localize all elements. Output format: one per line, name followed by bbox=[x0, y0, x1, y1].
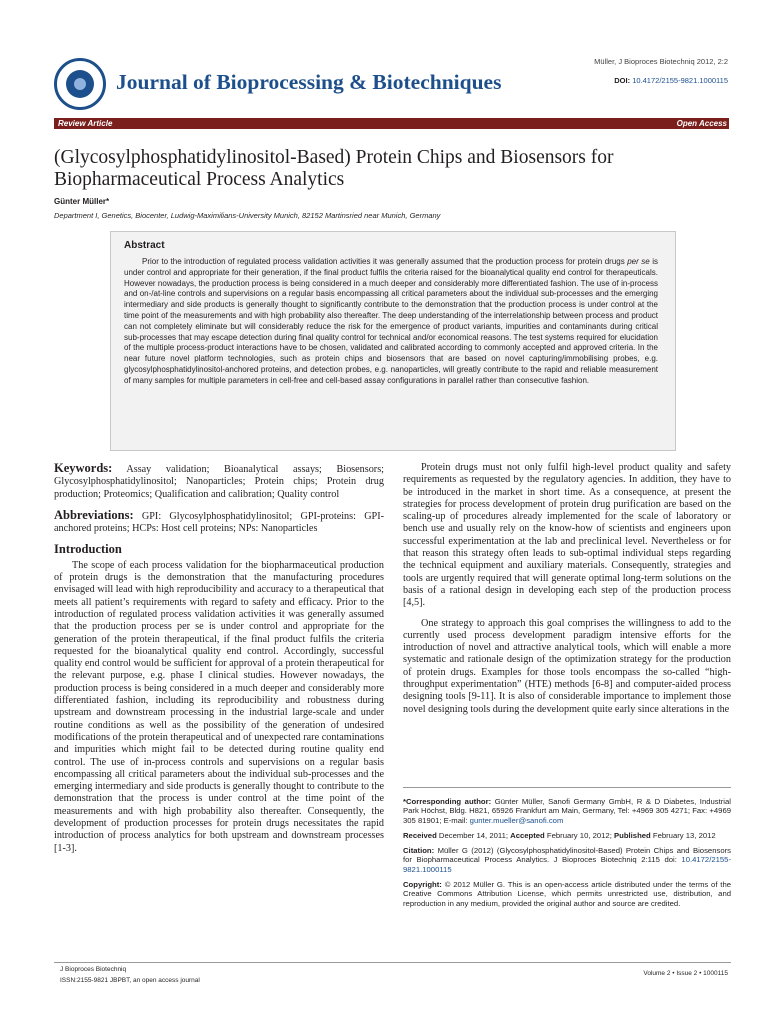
abbreviations-text: GPI: Glycosylphosphatidylinositol; GPI-proteins: GPI-anchored proteins; HCPs: Host cell proteins; NPs: Nanoparticles bbox=[54, 510, 384, 535]
header-doi bbox=[614, 76, 728, 85]
keywords-label: Keywords: bbox=[54, 461, 113, 475]
corresponding-author: *Corresponding author: Günter Müller, Sanofi Germany GmbH, R & D Diabetes, Industrial Park Höchst, Bldg. H821, 65926 Frankfurt am Main, Germany, Tel: +4969 305 4271; Fax: +4969 305 81901; E-mail: gunter.mueller@sanofi.com bbox=[403, 797, 731, 825]
article-type-label: Review Article bbox=[58, 119, 113, 128]
author-name: Günter Müller* bbox=[54, 197, 110, 206]
abstract-text: Prior to the introduction of regulated process validation activities it was generally assumed that the production process for protein drugs per se is under control and appropriate for their generation, if the final product fulfils the criteria raised for the bioanalytical quality end control for therapeuticals. However nowadays, the production process is being considered in a much deeper and considerably more differentiated fashion. The use of in-process and on-/at-line controls and supervisions on a regular basis encompassing all critical parameters about the individual sub-processes and the emerging intermediary and side products is generally thought to significantly contribute to the demonstration that the production process is under control at the time point of the measurements and with high probability also thereafter. The deep understanding of the interrelationship between process and product can not completely eliminate but will considerably reduce the risk for the emergence of product variants, impurities and contaminants during critical sub-processes that may escape detection during final quality control for technical and/or economical reasons. The test systems required for elucidation of the multiple process-product interactions have to be chosen, validated and calibrated according to commonly accepted and approved criteria. In the near future novel platform technologies, such as protein chips and biosensors that are based on novel capturing/immobilising probes, e.g. glycosylphosphatidylinositol-anchored proteins, and detection probes, e.g. nanoparticles, will greatly contribute to the rapid and reliable measurement of many samples for multiple parameters in cell-free and cell-based assay configurations in parallel rather than consecutive fashion. bbox=[124, 257, 659, 385]
doi-link[interactable]: 10.4172/2155-9821.1000115 bbox=[632, 76, 728, 85]
abstract-heading: Abstract bbox=[124, 240, 165, 251]
footer-divider bbox=[54, 962, 731, 963]
introduction-paragraph-1: The scope of each process validation for the biopharmaceutical production of protein drugs is the demonstration that the manufacturing procedures envisaged will lead with high reproducibility and accuracy to a therapeutical that meets all patient’s requirements with regard to safety and efficacy. Prior to the introduction of regulated process validation activities it was generally assumed that the production process per se is under control and appropriate for the generation of the protein therapeutical, if the final product fulfils the criteria requested for the bioanalytical quality end control. Accordingly, successful quality end control would be sufficient for approval of a protein therapeutical for the relevant purpose, e.g. phase I clinical studies. However nowadays, the production process is being considered in a much deeper and considerably more differentiated fashion, including its reproducibility and robustness during upstream and downstream processing in the industrial large-scale and under routine conditions as well as the possibility of the generation of undesired modifications of the protein therapeutical and of unexpected rare contaminations and impurities which might fail to be detected during routine quality end control. The use of in-process controls and supervisions on a regular basis encompassing all critical parameters about the individual sub-processes and the emerging intermediary and side products is generally thought to contribute to the demonstration that the process is under control at the time point of the measurements and with high probability also thereafter. Consequently, the development of production processes for protein drugs necessitates the rapid introduction of process analytics for both upstream and downstream processes [1-3]. bbox=[54, 559, 384, 854]
header-citation: Müller, J Bioproces Biotechniq 2012, 2:2 bbox=[594, 57, 728, 66]
doi-label: DOI: bbox=[614, 76, 631, 85]
abbreviations-label: Abbreviations: bbox=[54, 507, 134, 522]
article-type-banner bbox=[54, 118, 729, 129]
introduction-paragraph-3: One strategy to approach this goal comprises the willingness to add to the currently used process development paradigm intensive efforts for the introduction of novel and attractive analytical tools, which will enable a more systematic and rationale design of the optimization strategy for the production of protein drugs. Examples for those tools encompass the so-called “high-throughput experimentation” (HTE) methods [6-8] and computer-aided process designing tools [9-11]. It is also of considerable importance to implement those novel designing tools during the development quite early since alterations in the bbox=[403, 617, 731, 715]
introduction-paragraph-2: Protein drugs must not only fulfil high-level product quality and safety requirements as requested by the regulatory agencies. In addition, they have to be introduced in the market in short time. As a consequence, at present the strategies for process development of protein drug purification are based on the scaling-up of procedures already implemented for the scale of laboratory or bench use and usually rely on the know-how of scientists and engineers upon successful experimentation at the lab and preclinical level. Nevertheless or for that reason this strategy often leads to sub-optimal individual steps regarding the technical equipment and auxiliary materials. Consequently, strategies and tools are urgently required that will generate optimal long-term solutions on the basis of a rational design in developing each step of the production process [4,5]. bbox=[403, 462, 731, 609]
left-column bbox=[54, 462, 384, 855]
article-dates: Received December 14, 2011; Accepted February 10, 2012; Published February 13, 2012 bbox=[403, 830, 716, 840]
author-affiliation: Department I, Genetics, Biocenter, Ludwig-Maximilians-University Munich, 82152 Martinsried near Munich, Germany bbox=[54, 211, 441, 220]
introduction-heading: Introduction bbox=[54, 542, 122, 557]
abbreviations bbox=[54, 509, 384, 536]
keywords-text: Assay validation; Bioanalytical assays; Biosensors; Glycosylphosphatidylinositol; Nanoparticles; Protein chips; Protein drug production; Proteomics; Qualification and calibration; Quality control bbox=[54, 464, 384, 500]
copyright-note: Copyright: © 2012 Müller G. This is an open-access article distributed under the terms of the Creative Commons Attribution License, which permits unrestricted use, distribution, and reproduction in any medium, provided the original author and source are credited. bbox=[403, 880, 731, 908]
footnote-divider bbox=[403, 787, 731, 788]
footer-issn: ISSN:2155-9821 JBPBT, an open access journal bbox=[60, 977, 200, 984]
article-footnotes bbox=[403, 797, 731, 914]
citation-note: Citation: Müller G (2012) (Glycosylphosphatidylinositol-Based) Protein Chips and Biosensors for Biopharmaceutical Process Analytics. J Bioproces Biotechniq 2:115 doi: 10.4172/2155-9821.1000115 bbox=[403, 846, 732, 874]
open-access-label: Open Access bbox=[676, 119, 727, 128]
footer-volume: Volume 2 • Issue 2 • 1000115 bbox=[643, 970, 728, 977]
keywords bbox=[54, 462, 384, 501]
logo-emblem-icon bbox=[66, 70, 94, 98]
journal-title: Journal of Bioprocessing & Biotechniques bbox=[116, 70, 502, 94]
author-email-link[interactable]: gunter.mueller@sanofi.com bbox=[469, 815, 564, 825]
journal-logo bbox=[54, 58, 106, 110]
footer-journal: J Bioproces Biotechniq bbox=[60, 966, 127, 973]
citation-doi-link[interactable]: 10.4172/2155-9821.1000115 bbox=[403, 855, 732, 874]
article-title: (Glycosylphosphatidylinositol-Based) Protein Chips and Biosensors for Biopharmaceutical Process Analytics bbox=[54, 147, 614, 190]
right-column bbox=[403, 462, 731, 716]
abstract-box bbox=[110, 231, 676, 451]
